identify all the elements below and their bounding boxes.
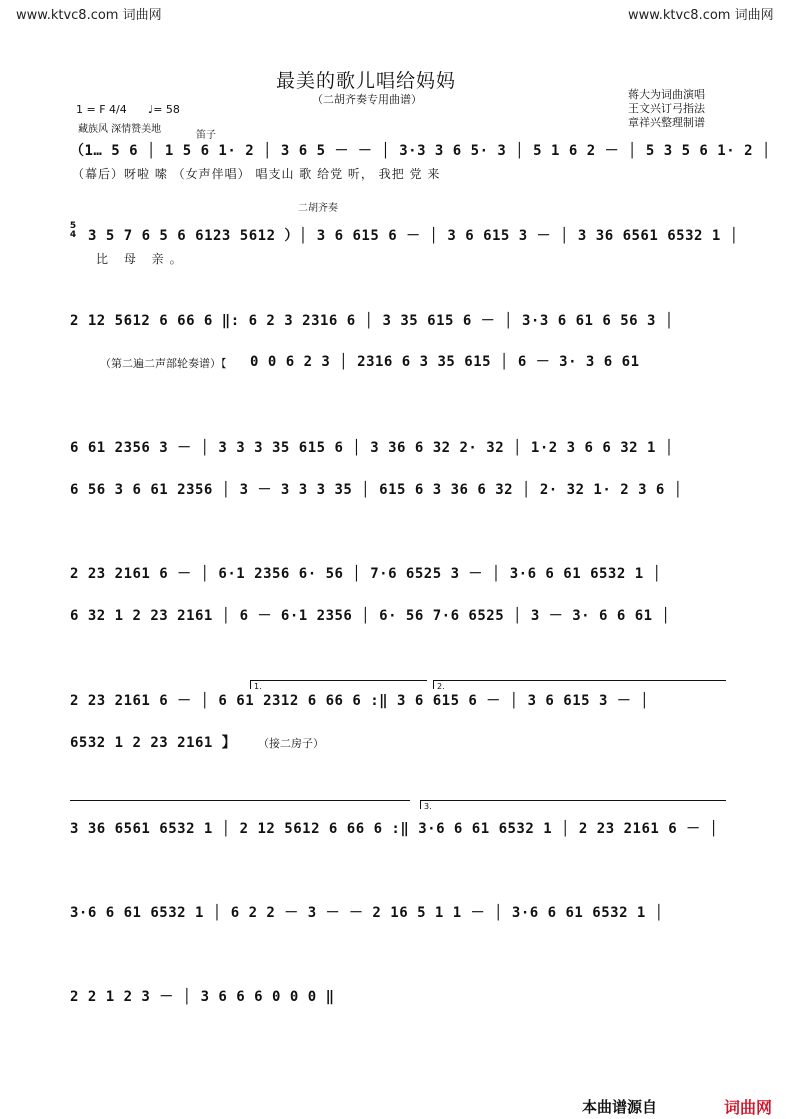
time-sig-top: 5 xyxy=(69,221,77,231)
score-row-12: 3·6 6 61 6532 1 │ 6 2 2 － 3 － － 2 16 5 1 1 － │ 3·6 6 61 6532 1 │ xyxy=(70,905,664,921)
lyrics-row-1: （幕后）呀啦 嗦 （女声伴唱） 唱支山 歌 给党 听， 我把 党 来 xyxy=(72,167,441,181)
credit-bowing: 王文兴订弓指法 xyxy=(628,102,705,115)
expression-mark: 藏族风 深情赞美地 xyxy=(78,124,162,135)
repeat-bracket xyxy=(70,800,410,809)
instrument-erhu: 二胡齐奏 xyxy=(298,203,338,214)
score-row-10: 6532 1 2 23 2161 】 xyxy=(70,735,237,751)
score-row-9: 2 23 2161 6 － │ 6 61 2312 6 66 6 :‖ 3 6 615 6 － │ 3 6 615 3 － │ xyxy=(70,693,650,709)
watermark-right: www.ktvc8.com 词曲网 xyxy=(628,8,774,23)
volta-2-bracket xyxy=(433,680,726,689)
time-sig-bottom: 4 xyxy=(69,230,77,240)
footer-source-label: 本曲谱源自 xyxy=(582,1098,658,1116)
time-signature xyxy=(68,222,78,240)
volta-1-bracket xyxy=(250,680,427,689)
score-row-3: 2 12 5612 6 66 6 ‖: 6 2 3 2316 6 │ 3 35 615 6 － │ 3·3 6 61 6 56 3 │ xyxy=(70,313,674,329)
credit-lyrics: 蒋大为词曲演唱 xyxy=(628,88,705,101)
lyrics-row-2: 比 母 亲。 xyxy=(96,252,188,266)
watermark-left: www.ktvc8.com 词曲网 xyxy=(16,8,162,23)
volta-1-label: 1. xyxy=(254,682,262,691)
score-row-1: （1… 5 6 │ 1 5 6 1· 2 │ 3 6 5 － － │ 3·3 3 6 5· 3 │ 5 1 6 2 － │ 5 3 5 6 1· 2 │ xyxy=(70,143,771,159)
subtitle: （二胡齐奏专用曲谱） xyxy=(312,93,422,106)
volta-3-label: 3. xyxy=(424,802,432,811)
score-row-4: 0 0 6 2 3 │ 2316 6 3 35 615 │ 6 － 3· 3 6 61 xyxy=(250,354,640,370)
page-title: 最美的歌儿唱给妈妈 xyxy=(276,70,457,92)
second-voice-label: （第二遍二声部轮奏谱）【 xyxy=(100,357,227,370)
score-row-7: 2 23 2161 6 － │ 6·1 2356 6· 56 │ 7·6 6525 3 － │ 3·6 6 61 6532 1 │ xyxy=(70,566,662,582)
score-row-11: 3 36 6561 6532 1 │ 2 12 5612 6 66 6 :‖ 3·6 6 61 6532 1 │ 2 23 2161 6 － │ xyxy=(70,821,719,837)
connect-note: （接二房子） xyxy=(258,737,324,750)
volta-3-bracket xyxy=(420,800,726,809)
tempo-mark: ♩= 58 xyxy=(148,103,180,116)
volta-2-label: 2. xyxy=(437,682,445,691)
footer-site-logo[interactable]: 词曲网 xyxy=(724,1098,773,1117)
score-row-5: 6 61 2356 3 － │ 3 3 3 35 615 6 │ 3 36 6 32 2· 32 │ 1·2 3 6 6 32 1 │ xyxy=(70,440,674,456)
score-row-13: 2 2 1 2 3 － │ 3 6 6 6 0 0 0 ‖ xyxy=(70,989,335,1005)
score-row-2: 3 5 7 6 5 6 6123 5612 ）│ 3 6 615 6 － │ 3 6 615 3 － │ 3 36 6561 6532 1 │ xyxy=(88,228,739,244)
key-signature: 1 = F 4/4 xyxy=(76,103,127,116)
instrument-flute: 笛子 xyxy=(196,130,216,141)
score-row-8: 6 32 1 2 23 2161 │ 6 － 6·1 2356 │ 6· 56 7·6 6525 │ 3 － 3· 6 6 61 │ xyxy=(70,608,671,624)
credit-arranger: 章祥兴整理制谱 xyxy=(628,116,705,129)
score-row-6: 6 56 3 6 61 2356 │ 3 － 3 3 3 35 │ 615 6 3 36 6 32 │ 2· 32 1· 2 3 6 │ xyxy=(70,482,683,498)
